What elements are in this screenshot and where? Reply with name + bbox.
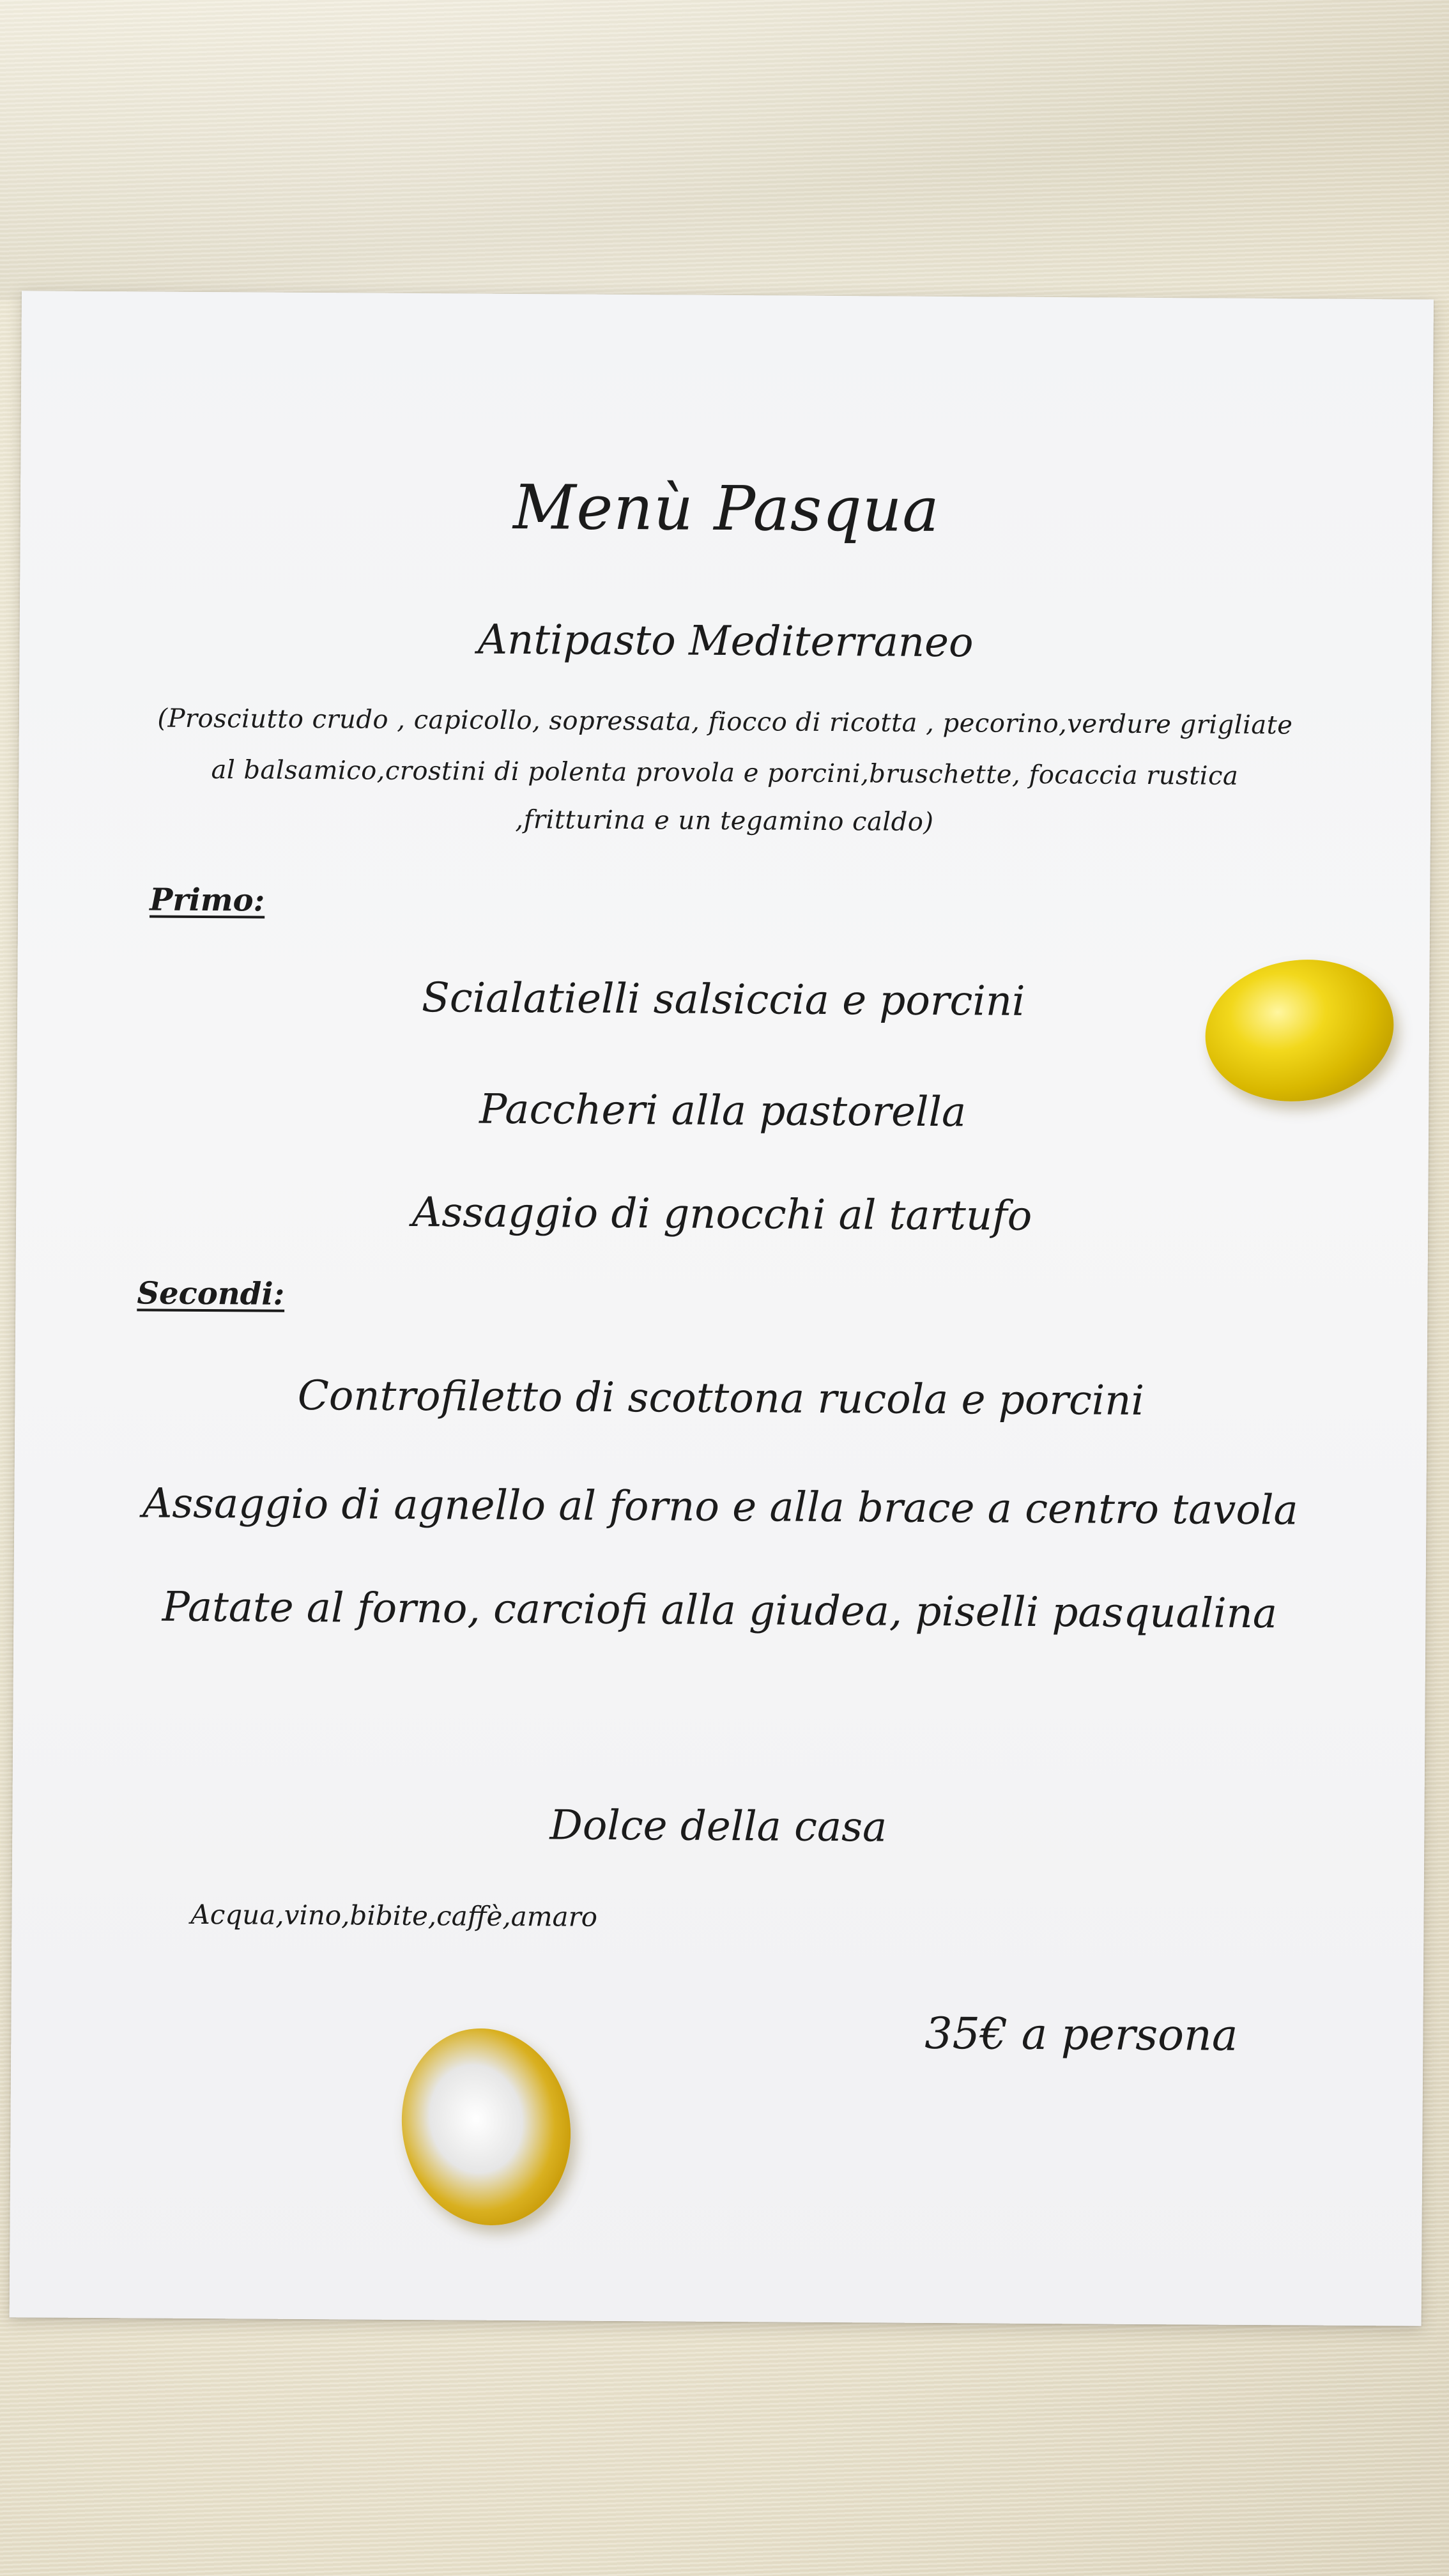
- antipasto-description-line-1: (Prosciutto crudo , capicollo, sopressata, fiocco di ricotta , pecorino,verdure grigliate: [157, 703, 1293, 740]
- antipasto-description-line-3: ,fritturina e un tegamino caldo): [515, 804, 934, 837]
- secondi-item: Assaggio di agnello al forno e alla brace a centro tavola: [142, 1480, 1298, 1535]
- antipasto-name: Antipasto Mediterraneo: [477, 616, 974, 667]
- secondi-heading: Secondi:: [137, 1275, 285, 1312]
- drinks-line: Acqua,vino,bibite,caffè,amaro: [190, 1898, 598, 1933]
- price: 35€ a persona: [924, 2008, 1238, 2061]
- secondi-item: Patate al forno, carciofi alla giudea, piselli pasqualina: [162, 1583, 1278, 1638]
- primo-item: Scialatielli salsiccia e porcini: [421, 974, 1025, 1025]
- menu-sheet: [10, 291, 1434, 2326]
- primo-item: Paccheri alla pastorella: [479, 1085, 967, 1137]
- dolce: Dolce della casa: [549, 1802, 887, 1851]
- primo-heading: Primo:: [150, 882, 265, 919]
- antipasto-description-line-2: al balsamico,crostini di polenta provola e porcini,bruschette, focaccia rustica: [211, 755, 1239, 791]
- tablecloth: [0, 0, 1449, 300]
- secondi-item: Controfiletto di scottona rucola e porcini: [297, 1372, 1145, 1425]
- primo-item: Assaggio di gnocchi al tartufo: [411, 1189, 1032, 1240]
- menu-title: Menù Pasqua: [512, 471, 940, 546]
